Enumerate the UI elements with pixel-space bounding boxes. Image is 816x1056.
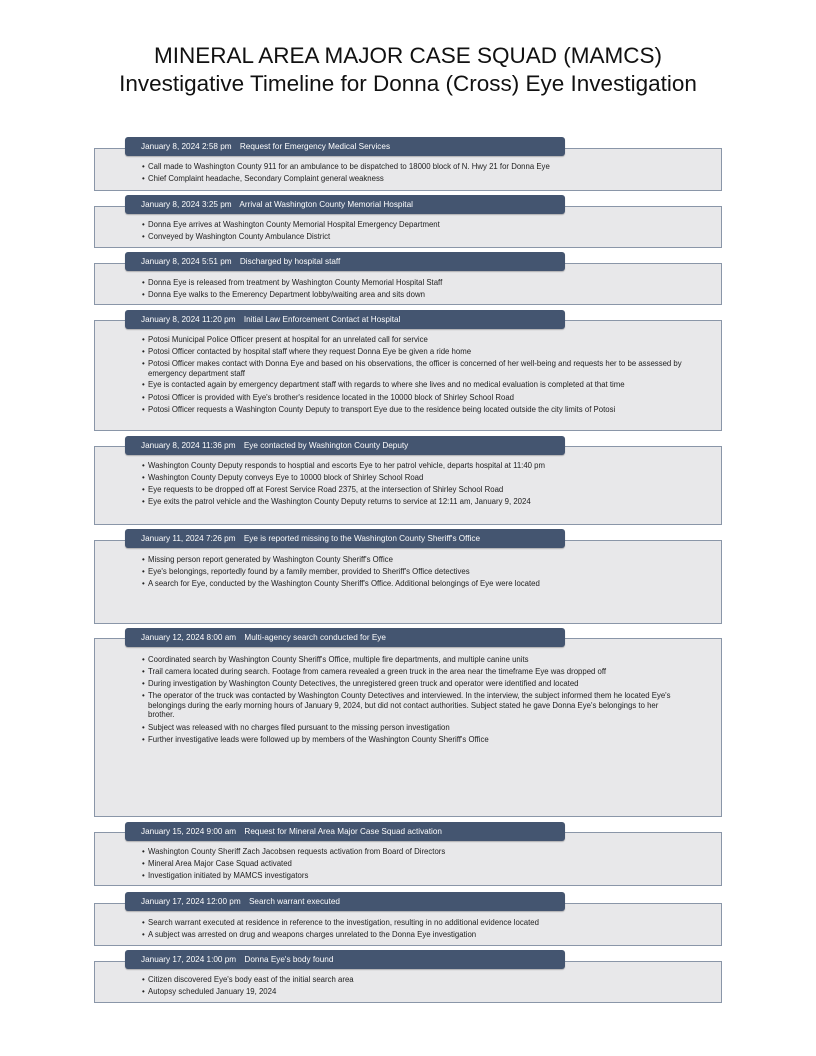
list-item: • Citizen discovered Eye's body east of the initial search area: [142, 974, 682, 986]
list-item: • Washington County Deputy conveys Eye to 10000 block of Shirley School Road: [142, 472, 682, 484]
timeline-event-header: [125, 628, 565, 647]
list-item: • Eye's belongings, reportedly found by a family member, provided to Sheriff's Office detectives: [142, 566, 682, 578]
event-details: [142, 917, 682, 941]
list-item: • Eye exits the patrol vehicle and the Washington County Deputy returns to service at 12:11 am, January 9, 2024: [142, 496, 682, 508]
list-item: • Donna Eye walks to the Emerency Department lobby/waiting area and sits down: [142, 289, 682, 301]
event-details: [142, 846, 682, 882]
timeline-event-header: [125, 252, 565, 271]
list-item: • Donna Eye is released from treatment by Washington County Memorial Hospital Staff: [142, 277, 682, 289]
list-item: • Washington County Deputy responds to hosptial and escorts Eye to her patrol vehicle, departs hospital at 11:40 pm: [142, 460, 682, 472]
list-item: • Potosi Municipal Police Officer present at hospital for an unrelated call for service: [142, 334, 682, 346]
timeline-event-header: [125, 950, 565, 969]
event-title: Discharged by hospital staff: [239, 257, 341, 266]
list-item: • Potosi Officer contacted by hospital staff where they request Donna Eye be given a ride home: [142, 346, 682, 358]
list-item: • Coordinated search by Washington County Sheriff's Office, multiple fire departments, and multiple canine units: [142, 654, 682, 666]
event-title: Request for Emergency Medical Services: [239, 142, 391, 151]
list-item: • Subject was released with no charges filed pursuant to the missing person investigation: [142, 722, 682, 734]
event-details: [142, 334, 682, 416]
list-item: • Investigation initiated by MAMCS investigators: [142, 870, 682, 882]
timeline-event-header: [125, 529, 565, 548]
event-date: January 8, 2024 2:58 pm: [141, 142, 232, 151]
event-date: January 8, 2024 3:25 pm: [141, 200, 232, 209]
list-item: • Search warrant executed at residence in reference to the investigation, resulting in no additional evidence located: [142, 917, 682, 929]
event-details: [142, 654, 682, 746]
timeline-event-header: [125, 892, 565, 911]
event-title: Initial Law Enforcement Contact at Hospital: [243, 315, 401, 324]
event-date: January 12, 2024 8:00 am: [141, 633, 237, 642]
list-item: • Chief Complaint headache, Secondary Complaint general weakness: [142, 173, 682, 185]
title-line-2: Investigative Timeline for Donna (Cross) Eye Investigation: [119, 71, 697, 96]
list-item: • Mineral Area Major Case Squad activated: [142, 858, 682, 870]
list-item: • Further investigative leads were followed up by members of the Washington County Sheriff's Office: [142, 734, 682, 746]
list-item: • During investigation by Washington County Detectives, the unregistered green truck and operator were identified and located: [142, 678, 682, 690]
list-item: • Eye is contacted again by emergency department staff with regards to where she lives and no medical evaluation is completed at that time: [142, 380, 682, 390]
list-item: • Call made to Washington County 911 for an ambulance to be dispatched to 18000 block of N. Hwy 21 for Donna Eye: [142, 161, 682, 173]
event-date: January 8, 2024 11:20 pm: [141, 315, 236, 324]
event-title: Request for Mineral Area Major Case Squad activation: [244, 827, 442, 836]
timeline-event-header: [125, 822, 565, 841]
event-details: [142, 554, 682, 590]
event-date: January 17, 2024 12:00 pm: [141, 897, 241, 906]
event-details: [142, 460, 682, 508]
event-date: January 8, 2024 5:51 pm: [141, 257, 232, 266]
event-date: January 17, 2024 1:00 pm: [141, 955, 237, 964]
event-details: [142, 219, 682, 243]
list-item: • Missing person report generated by Washington County Sheriff's Office: [142, 554, 682, 566]
list-item: • The operator of the truck was contacted by Washington County Detectives and interviewed. In the interview, the subject informed them he located Eye's belongings during the early morning hours of January 9, 2024, but did not contact authorities. Subject stated he gave Donna Eye's belongings to her brother.: [142, 691, 682, 720]
list-item: • Potosi Officer is provided with Eye's brother's residence located in the 10000 block of Shirley School Road: [142, 392, 682, 404]
list-item: • Potosi Officer requests a Washington County Deputy to transport Eye due to the residence being located outside the city limits of Potosi: [142, 404, 682, 416]
event-date: January 11, 2024 7:26 pm: [141, 534, 236, 543]
list-item: • Donna Eye arrives at Washington County Memorial Hospital Emergency Department: [142, 219, 682, 231]
event-date: January 15, 2024 9:00 am: [141, 827, 237, 836]
list-item: • A search for Eye, conducted by the Washington County Sheriff's Office. Additional belongings of Eye were located: [142, 578, 682, 590]
list-item: • Washington County Sheriff Zach Jacobsen requests activation from Board of Directors: [142, 846, 682, 858]
event-title: Eye contacted by Washington County Deputy: [243, 441, 409, 450]
title-line-1: MINERAL AREA MAJOR CASE SQUAD (MAMCS): [154, 43, 662, 68]
event-date: January 8, 2024 11:36 pm: [141, 441, 236, 450]
timeline-event-header: [125, 137, 565, 156]
timeline-event-header: [125, 195, 565, 214]
list-item: • Eye requests to be dropped off at Forest Service Road 2375, at the intersection of Shirley School Road: [142, 484, 682, 496]
list-item: • Conveyed by Washington County Ambulance District: [142, 231, 682, 243]
event-details: [142, 974, 682, 998]
list-item: • Potosi Officer makes contact with Donna Eye and based on his observations, the officer is concerned of her well-being and requests her to be assessed by emergency department staff: [142, 359, 682, 378]
event-title: Arrival at Washington County Memorial Hospital: [239, 200, 413, 209]
list-item: • A subject was arrested on drug and weapons charges unrelated to the Donna Eye investigation: [142, 929, 682, 941]
event-title: Donna Eye's body found: [244, 955, 334, 964]
event-details: [142, 277, 682, 301]
event-title: Search warrant executed: [248, 897, 340, 906]
timeline-event-header: [125, 310, 565, 329]
event-title: Multi-agency search conducted for Eye: [244, 633, 386, 642]
timeline-event-header: [125, 436, 565, 455]
event-details: [142, 161, 682, 185]
list-item: • Autopsy scheduled January 19, 2024: [142, 986, 682, 998]
list-item: • Trail camera located during search. Footage from camera revealed a green truck in the area near the timeframe Eye was dropped off: [142, 666, 682, 678]
event-title: Eye is reported missing to the Washington County Sheriff's Office: [243, 534, 481, 543]
